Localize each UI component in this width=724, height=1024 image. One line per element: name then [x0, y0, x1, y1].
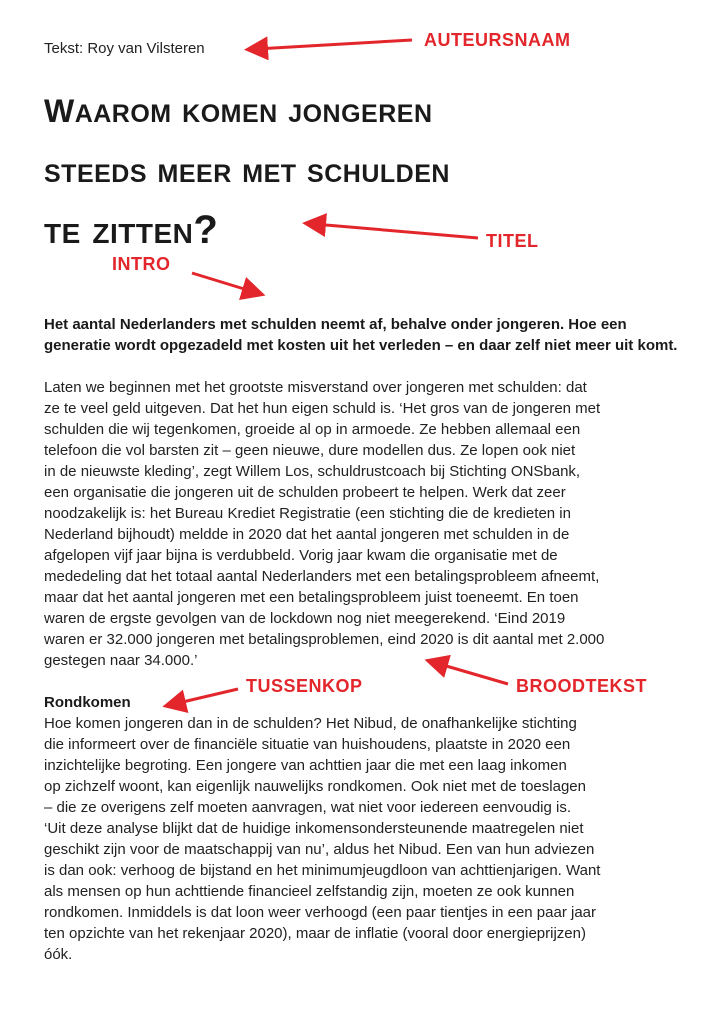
body-line: óók. [44, 946, 73, 963]
body-line: als mensen op hun achttiende financieel zelfstandig zijn, moeten ze ook kunnen [44, 883, 575, 900]
body-line: ten opzichte van het rekenjaar 2020), maar de inflatie (vooral door energieprijzen) [44, 925, 586, 942]
annotation-body-label: BROODTEKST [516, 676, 647, 696]
arrow-intro [192, 273, 254, 292]
body-line: die informeert over de financiële situatie van huishoudens, plaatste in 2020 een [44, 736, 571, 753]
body-paragraph-2 [44, 713, 704, 965]
body-line: mededeling dat het totaal aantal Nederlanders met een betalingsprobleem afneemt, [44, 568, 600, 585]
title-line: waarom komen jongeren [44, 80, 433, 132]
body-line: waren er 32.000 jongeren met betalingsproblemen, eind 2020 is dit aantal met 2.000 [44, 631, 605, 648]
body-paragraph [44, 377, 704, 671]
arrow-author [256, 40, 412, 49]
body-line: waren de ergste gevolgen van de lockdown nog niet meegerekend. ‘Eind 2019 [44, 610, 566, 627]
annotation-author-label: AUTEURSNAAM [424, 30, 571, 50]
annotation-subhead-label: TUSSENKOP [246, 676, 363, 696]
body-line: gestegen naar 34.000.’ [44, 652, 198, 669]
subheading: Rondkomen [44, 694, 131, 711]
body-line: rondkomen. Inmiddels is dat loon weer verhoogd (een paar tientjes in een paar jaar [44, 904, 596, 921]
arrow-subhead [174, 689, 238, 704]
body-line: geschikt zijn voor de maatschappij van nu’, aldus het Nibud. Een van hun adviezen [44, 841, 595, 858]
body-line: schulden die wij tegenkomen, groeide al op in armoede. Ze hebben allemaal een [44, 421, 581, 438]
title-line: steeds meer met schulden [44, 149, 450, 190]
title-line: te zitten? [44, 208, 219, 252]
body-line: Nederland bijhoudt) meldde in 2020 dat het aantal jongeren met schulden in de [44, 526, 570, 543]
body-line: ‘Uit deze analyse blijkt dat de huidige inkomensondersteunende maatregelen niet [44, 820, 584, 837]
body-line: op zichzelf woont, kan eigenlijk nauwelijks rondkomen. Ook niet met de toeslagen [44, 778, 586, 795]
body-line: is dan ook: verhoog de bijstand en het minimumjeugdloon van achttienjarigen. Want [44, 862, 601, 879]
body-line: – die ze overigens zelf moeten aanvragen, wat niet voor iedereen eenvoudig is. [44, 799, 571, 816]
body-line: een organisatie die jongeren uit de schulden probeert te helpen. Werk dat zeer [44, 484, 566, 501]
body-line: noodzakelijk is: het Bureau Krediet Registratie (een stichting die de kredieten in [44, 505, 571, 522]
article-title [44, 76, 724, 260]
body-line: afgelopen vijf jaar bijna is verdubbeld. Vorig jaar kwam die organisatie met de [44, 547, 558, 564]
annotation-intro-label: INTRO [112, 254, 171, 274]
body-line: inzichtelijke begroting. Een jongere van achttien jaar die met een laag inkomen [44, 757, 567, 774]
body-line: telefoon die vol barsten zit – geen nieuwe, dure modellen dus. Ze lopen ook niet [44, 442, 576, 459]
body-line: in de nieuwste kleding’, zegt Willem Los, schuldrustcoach bij Stichting ONSbank, [44, 463, 581, 480]
body-line: Laten we beginnen met het grootste misverstand over jongeren met schulden: dat [44, 379, 587, 396]
author-line: Tekst: Roy van Vilsteren [44, 40, 205, 57]
annotation-title-label: TITEL [486, 231, 539, 251]
body-line: Hoe komen jongeren dan in de schulden? Het Nibud, de onafhankelijke stichting [44, 715, 577, 732]
body-line: ze te veel geld uitgeven. Dat het hun eigen schuld is. ‘Het gros van de jongeren met [44, 400, 601, 417]
intro-paragraph: Het aantal Nederlanders met schulden neemt af, behalve onder jongeren. Hoe een generatie wordt opgezadeld met kosten uit het verleden – en daar zelf niet meer uit komt. [44, 316, 678, 354]
body-line: maar dat het aantal jongeren met een betalingsprobleem juist toeneemt. En toen [44, 589, 579, 606]
